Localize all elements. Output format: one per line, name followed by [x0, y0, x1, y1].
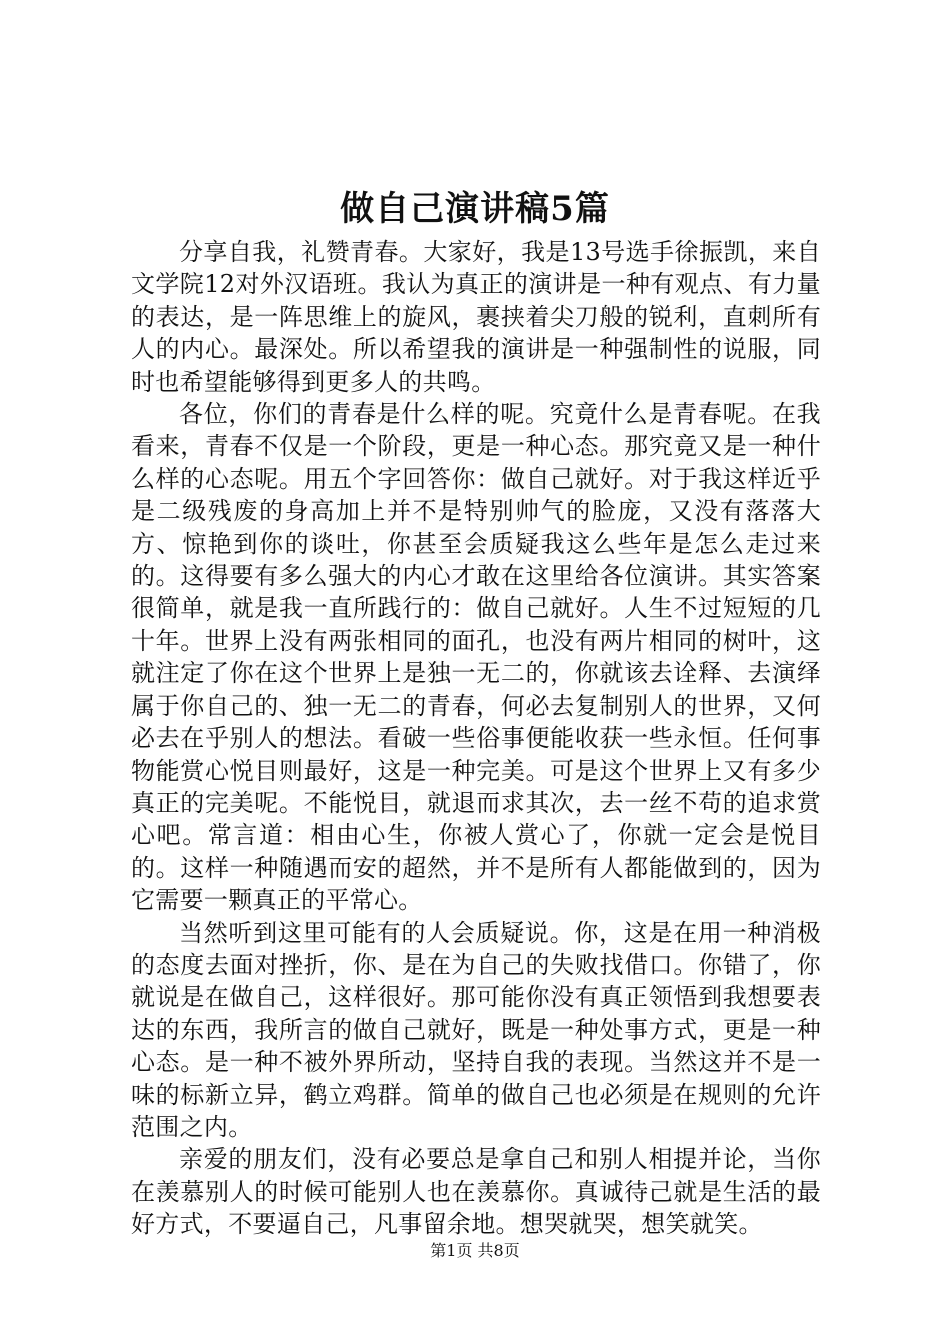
document-body	[131, 236, 821, 1241]
paragraph-1: 分享自我，礼赞青春。大家好，我是13号选手徐振凯，来自文学院12对外汉语班。我认为真正的演讲是一种有观点、有力量的表达，是一阵思维上的旋风，裹挟着尖刀般的锐利，直刺所有人的内心。最深处。所以希望我的演讲是一种强制性的说服，同时也希望能够得到更多人的共鸣。	[131, 238, 821, 396]
paragraph-4: 亲爱的朋友们，没有必要总是拿自己和别人相提并论，当你在羡慕别人的时候可能别人也在羡慕你。真诚待己就是生活的最好方式，不要逼自己，凡事留余地。想哭就哭，想笑就笑。	[131, 1145, 821, 1239]
paragraph-2: 各位，你们的青春是什么样的呢。究竟什么是青春呢。在我看来，青春不仅是一个阶段，更是一种心态。那究竟又是一种什么样的心态呢。用五个字回答你：做自己就好。对于我这样近乎是二级残废的身高加上并不是特别帅气的脸庞，又没有落落大方、惊艳到你的谈吐，你甚至会质疑我这么些年是怎么走过来的。这得要有多么强大的内心才敢在这里给各位演讲。其实答案很简单，就是我一直所践行的：做自己就好。人生不过短短的几十年。世界上没有两张相同的面孔，也没有两片相同的树叶，这就注定了你在这个世界上是独一无二的，你就该去诠释、去演绎属于你自己的、独一无二的青春，何必去复制别人的世界，又何必去在乎别人的想法。看破一些俗事便能收获一些永恒。任何事物能赏心悦目则最好，这是一种完美。可是这个世界上又有多少真正的完美呢。不能悦目，就退而求其次，去一丝不苟的追求赏心吧。常言道：相由心生，你被人赏心了，你就一定会是悦目的。这样一种随遇而安的超然，并不是所有人都能做到的，因为它需要一颗真正的平常心。	[131, 400, 821, 915]
paragraph-3: 当然听到这里可能有的人会质疑说。你，这是在用一种消极的态度去面对挫折，你、是在为自己的失败找借口。你错了，你就说是在做自己，这样很好。那可能你没有真正领悟到我想要表达的东西，我所言的做自己就好，既是一种处事方式，更是一种心态。是一种不被外界所动，坚持自我的表现。当然这并不是一味的标新立异，鹤立鸡群。简单的做自己也必须是在规则的允许范围之内。	[131, 918, 821, 1141]
document-title: 做自己演讲稿5篇	[340, 189, 610, 229]
page-number-footer: 第1页 共8页	[430, 1241, 520, 1260]
